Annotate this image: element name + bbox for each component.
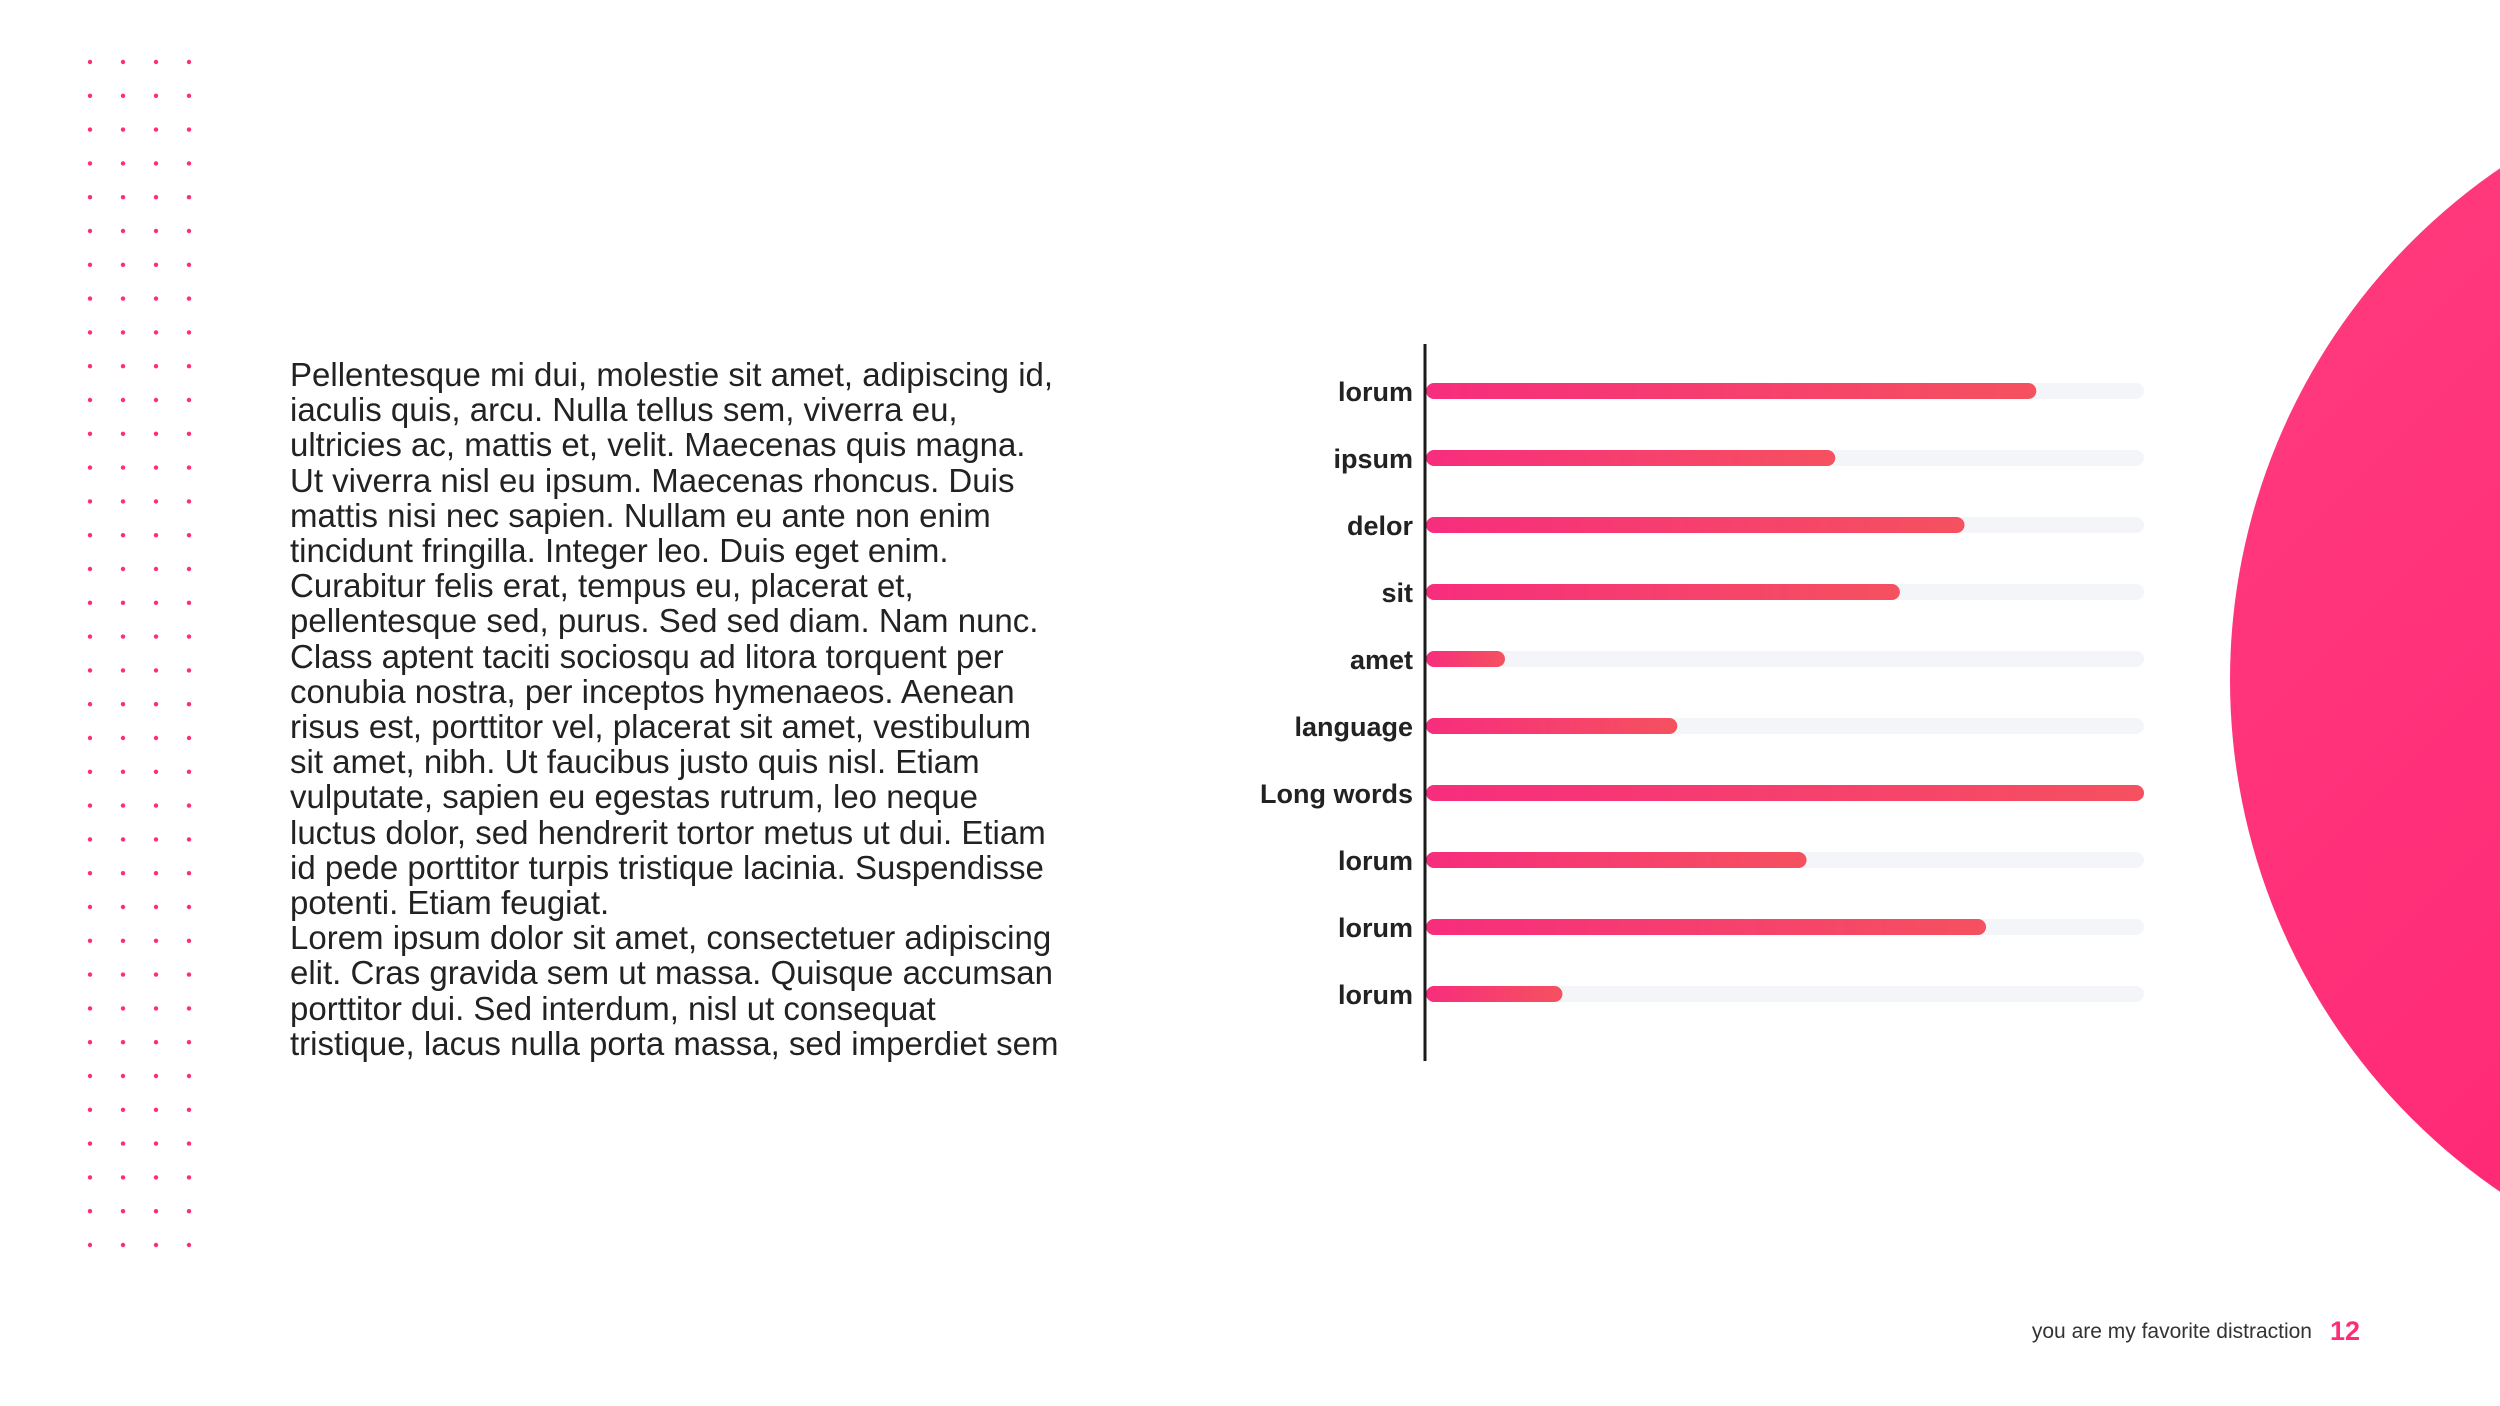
bar [1426,517,1965,533]
dot [187,939,191,943]
dot [187,161,191,165]
category-label: language [1294,712,1413,742]
bar [1426,450,1835,466]
dot [88,296,92,300]
dot [154,533,158,537]
dot [121,736,125,740]
dot [154,1243,158,1247]
dot [121,465,125,469]
bar [1426,383,2036,399]
category-label: Long words [1260,779,1413,809]
dot [88,770,92,774]
dot [121,533,125,537]
dot [88,871,92,875]
dot [187,60,191,64]
dot [187,736,191,740]
dot [154,1074,158,1078]
category-label: ipsum [1333,444,1413,474]
dot [154,195,158,199]
dot [88,1243,92,1247]
dot [121,803,125,807]
dot [154,871,158,875]
dot [88,432,92,436]
category-label: amet [1349,645,1413,675]
dot [121,1243,125,1247]
bar [1426,584,1900,600]
bar [1426,919,1986,935]
dot [121,770,125,774]
footer-tagline: you are my favorite distraction [2031,1320,2312,1343]
dot [121,702,125,706]
dot [88,263,92,267]
dot [88,60,92,64]
dot [88,1006,92,1010]
category-label: delor [1346,511,1413,541]
dot [187,195,191,199]
dot [187,1040,191,1044]
bar [1426,986,1562,1002]
dot [187,803,191,807]
dot [121,871,125,875]
dot [187,499,191,503]
decorative-circle [2230,60,2500,1300]
dot [121,1209,125,1213]
dot [154,668,158,672]
dot [187,871,191,875]
dot [88,229,92,233]
dot [187,364,191,368]
dot [121,229,125,233]
dot [187,1209,191,1213]
dot [88,939,92,943]
dot [88,1108,92,1112]
dot [88,837,92,841]
dot [121,499,125,503]
dot [121,634,125,638]
dot [88,465,92,469]
dot [121,263,125,267]
category-label: sit [1381,578,1413,608]
dot [154,330,158,334]
dot [187,634,191,638]
dot [154,1040,158,1044]
body-paragraph: Pellentesque mi dui, molestie sit amet, adipiscing id, iaculis quis, arcu. Nulla tellus sem, viverra eu, ultricies ac, mattis et, velit. Maecenas quis magna. Ut viverra nisl eu ipsum. Maecenas rhoncus. Duis mattis nisi nec sapien. Nullam eu ante non enim tincidunt fringilla. Integer leo. Duis eget enim. Curabitur felis erat, tempus eu, placerat et, pellentesque sed, purus. Sed sed diam. Nam nunc. Class aptent taciti sociosqu ad litora torquent per conubia nostra, per inceptos hymenaeos. Aenean risus est, porttitor vel, placerat sit amet, vestibulum sit amet, nibh. Ut faucibus justo quis nisl. Etiam vulputate, sapien eu egestas rutrum, leo neque luctus dolor, sed hendrerit tortor metus ut dui. Etiam id pede porttitor turpis tristique lacinia. Suspendisse potenti. Etiam feugiat. Lorem ipsum dolor sit amet, consectetuer adipiscing elit. Cras gravida sem ut massa. Quisque accumsan porttitor dui. Sed interdum, nisl ut consequat tristique, lacus nulla porta massa, sed imperdiet sem [290,356,1059,1062]
dot [187,1141,191,1145]
category-label: lorum [1337,846,1413,876]
dot [88,398,92,402]
dot [88,634,92,638]
dot [154,94,158,98]
dot [121,60,125,64]
dot [121,837,125,841]
dot [154,939,158,943]
dot [154,803,158,807]
dot [187,1006,191,1010]
dot [187,127,191,131]
dot [154,60,158,64]
dot [121,127,125,131]
dot [154,1209,158,1213]
dot [154,702,158,706]
dot [121,972,125,976]
dot [154,736,158,740]
dot [154,398,158,402]
dot [187,398,191,402]
bar [1426,852,1807,868]
dot [154,905,158,909]
horizontal-bar-chart [1200,330,2200,1090]
dot [154,364,158,368]
dot [121,905,125,909]
dot [154,972,158,976]
dot [187,465,191,469]
dot [121,1175,125,1179]
dot [121,668,125,672]
dot [88,567,92,571]
dot [121,1074,125,1078]
dot [187,432,191,436]
dot [88,1175,92,1179]
dot [154,432,158,436]
dot [187,263,191,267]
bar [1426,651,1505,667]
dot [154,161,158,165]
dot [187,905,191,909]
dot [187,533,191,537]
dot [154,601,158,605]
dot [187,229,191,233]
dot [154,296,158,300]
dot [88,127,92,131]
category-label: lorum [1337,913,1413,943]
dot [154,837,158,841]
dot [187,972,191,976]
dot [121,398,125,402]
dot [154,567,158,571]
dot [88,1141,92,1145]
bar [1426,785,2144,801]
dot [187,330,191,334]
dot [187,1175,191,1179]
dot [154,499,158,503]
dot [154,465,158,469]
bar [1426,718,1677,734]
dot [88,702,92,706]
dot [88,533,92,537]
dot [121,296,125,300]
dot [121,161,125,165]
dot [187,1108,191,1112]
dot [121,1040,125,1044]
dot [88,668,92,672]
dot [88,1074,92,1078]
dot [121,1141,125,1145]
dot [88,1209,92,1213]
dot [121,1006,125,1010]
dot [154,263,158,267]
dot [121,432,125,436]
dot [154,770,158,774]
dot [187,567,191,571]
dot [121,567,125,571]
dot [187,94,191,98]
dot [154,1141,158,1145]
dot [187,702,191,706]
category-label: lorum [1337,377,1413,407]
dot [121,364,125,368]
page-number: 12 [2330,1316,2361,1346]
dot [187,296,191,300]
dot [154,229,158,233]
dot [88,803,92,807]
dot [88,94,92,98]
dot [154,1175,158,1179]
dot [88,364,92,368]
dot [154,1006,158,1010]
dot [187,1243,191,1247]
dot [88,736,92,740]
dot [121,939,125,943]
dot [88,330,92,334]
dot [187,837,191,841]
dot-grid-decoration [78,50,218,1260]
dot [88,905,92,909]
dot [88,1040,92,1044]
dot [187,601,191,605]
dot [187,668,191,672]
dot [121,601,125,605]
dot [154,1108,158,1112]
dot [88,195,92,199]
dot [154,634,158,638]
dot [121,94,125,98]
category-label: lorum [1337,980,1413,1010]
dot [154,127,158,131]
dot [88,161,92,165]
dot [121,330,125,334]
dot [88,972,92,976]
dot [121,1108,125,1112]
bar-track [1426,651,2144,667]
dot [187,770,191,774]
dot [88,499,92,503]
dot [121,195,125,199]
dot [88,601,92,605]
dot [187,1074,191,1078]
